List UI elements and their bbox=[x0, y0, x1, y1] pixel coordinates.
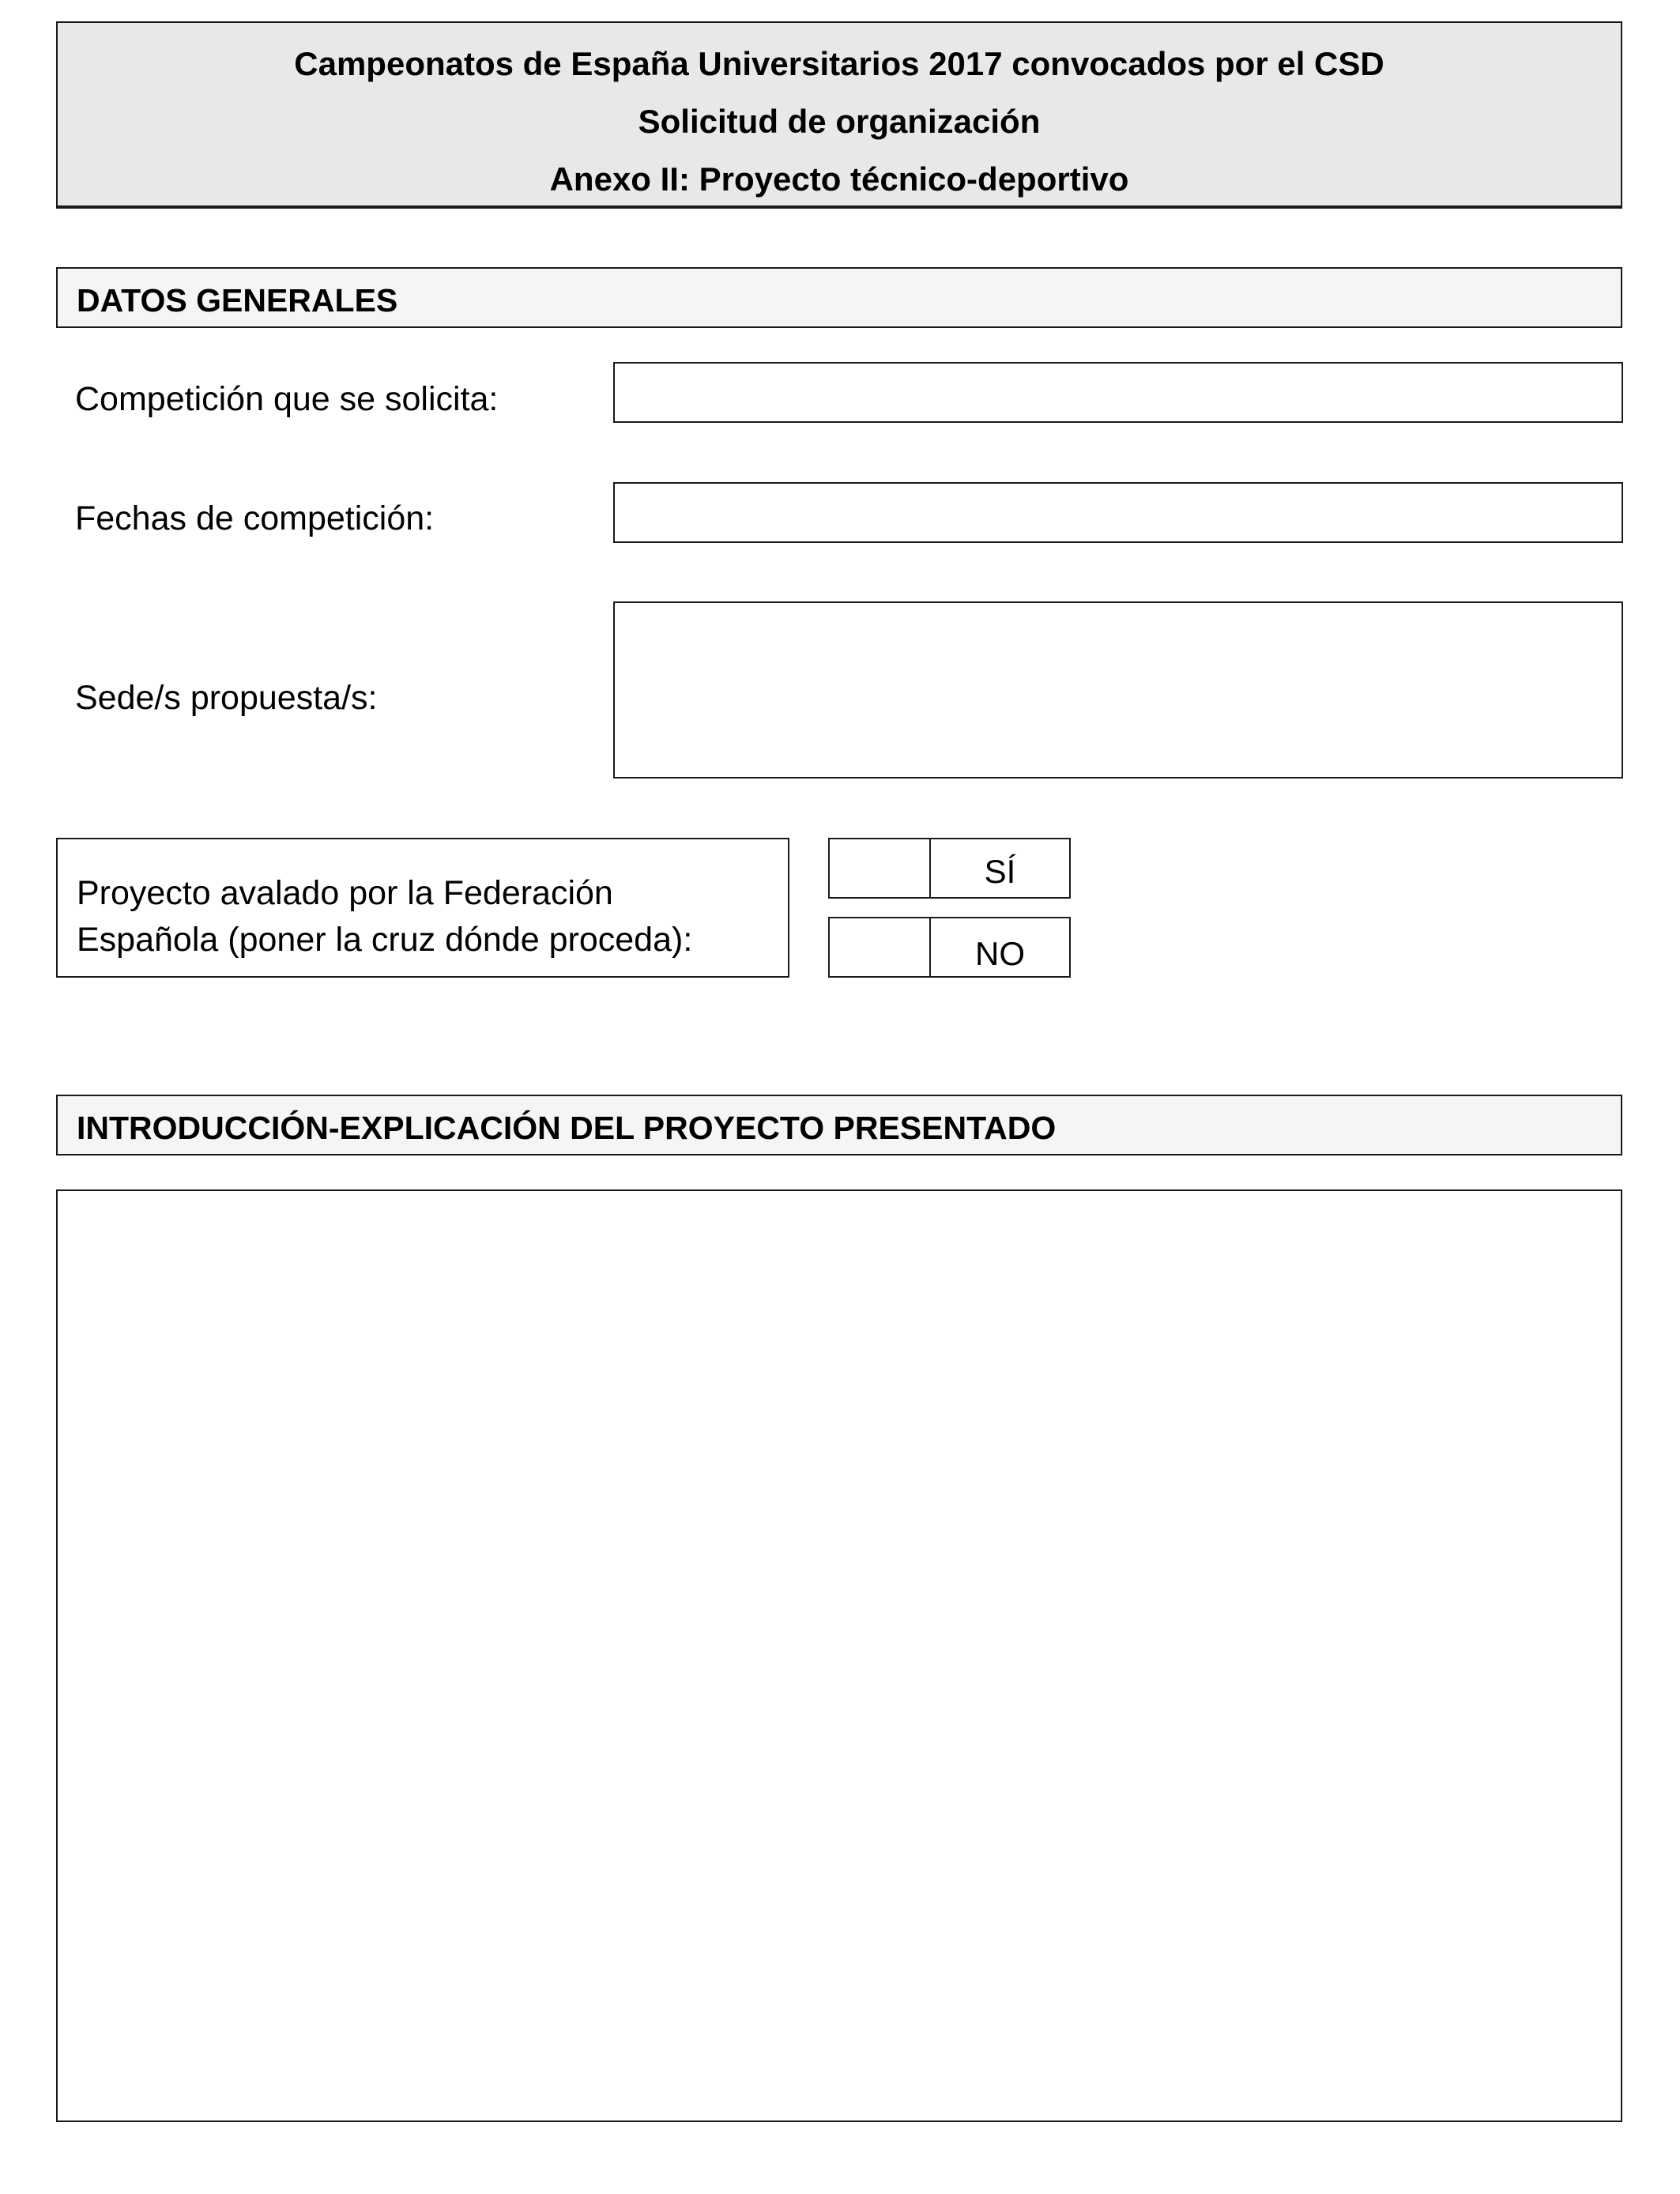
endorsement-question-line2: Española (poner la cruz dónde proceda): bbox=[77, 921, 693, 959]
competition-field[interactable] bbox=[613, 362, 1623, 423]
general-data-title: DATOS GENERALES bbox=[77, 282, 398, 319]
form-title: Campeonatos de España Universitarios 2017 convocados por el CSD bbox=[294, 45, 1384, 82]
intro-section-header bbox=[56, 1095, 1622, 1155]
form-annex-title: Anexo II: Proyecto técnico-deportivo bbox=[549, 160, 1129, 198]
project-description-field[interactable] bbox=[56, 1189, 1622, 2122]
yes-label: SÍ bbox=[984, 853, 1016, 890]
federation-endorsement-box bbox=[56, 838, 789, 978]
dates-field[interactable] bbox=[613, 482, 1623, 543]
dates-label: Fechas de competición: bbox=[75, 499, 435, 537]
venue-field[interactable] bbox=[613, 601, 1623, 778]
yes-option bbox=[929, 838, 1071, 899]
venue-label: Sede/s propuesta/s: bbox=[75, 679, 378, 717]
no-option bbox=[929, 917, 1071, 978]
no-label: NO bbox=[975, 935, 1025, 972]
endorsement-question-line1: Proyecto avalado por la Federación bbox=[77, 874, 613, 912]
form-header bbox=[56, 21, 1622, 209]
yes-checkbox[interactable] bbox=[828, 838, 931, 899]
general-data-section-header bbox=[56, 267, 1622, 328]
competition-label: Competición que se solicita: bbox=[75, 380, 499, 418]
form-subtitle: Solicitud de organización bbox=[638, 103, 1041, 140]
no-checkbox[interactable] bbox=[828, 917, 931, 978]
intro-title: INTRODUCCIÓN-EXPLICACIÓN DEL PROYECTO PRESENTADO bbox=[77, 1110, 1057, 1146]
